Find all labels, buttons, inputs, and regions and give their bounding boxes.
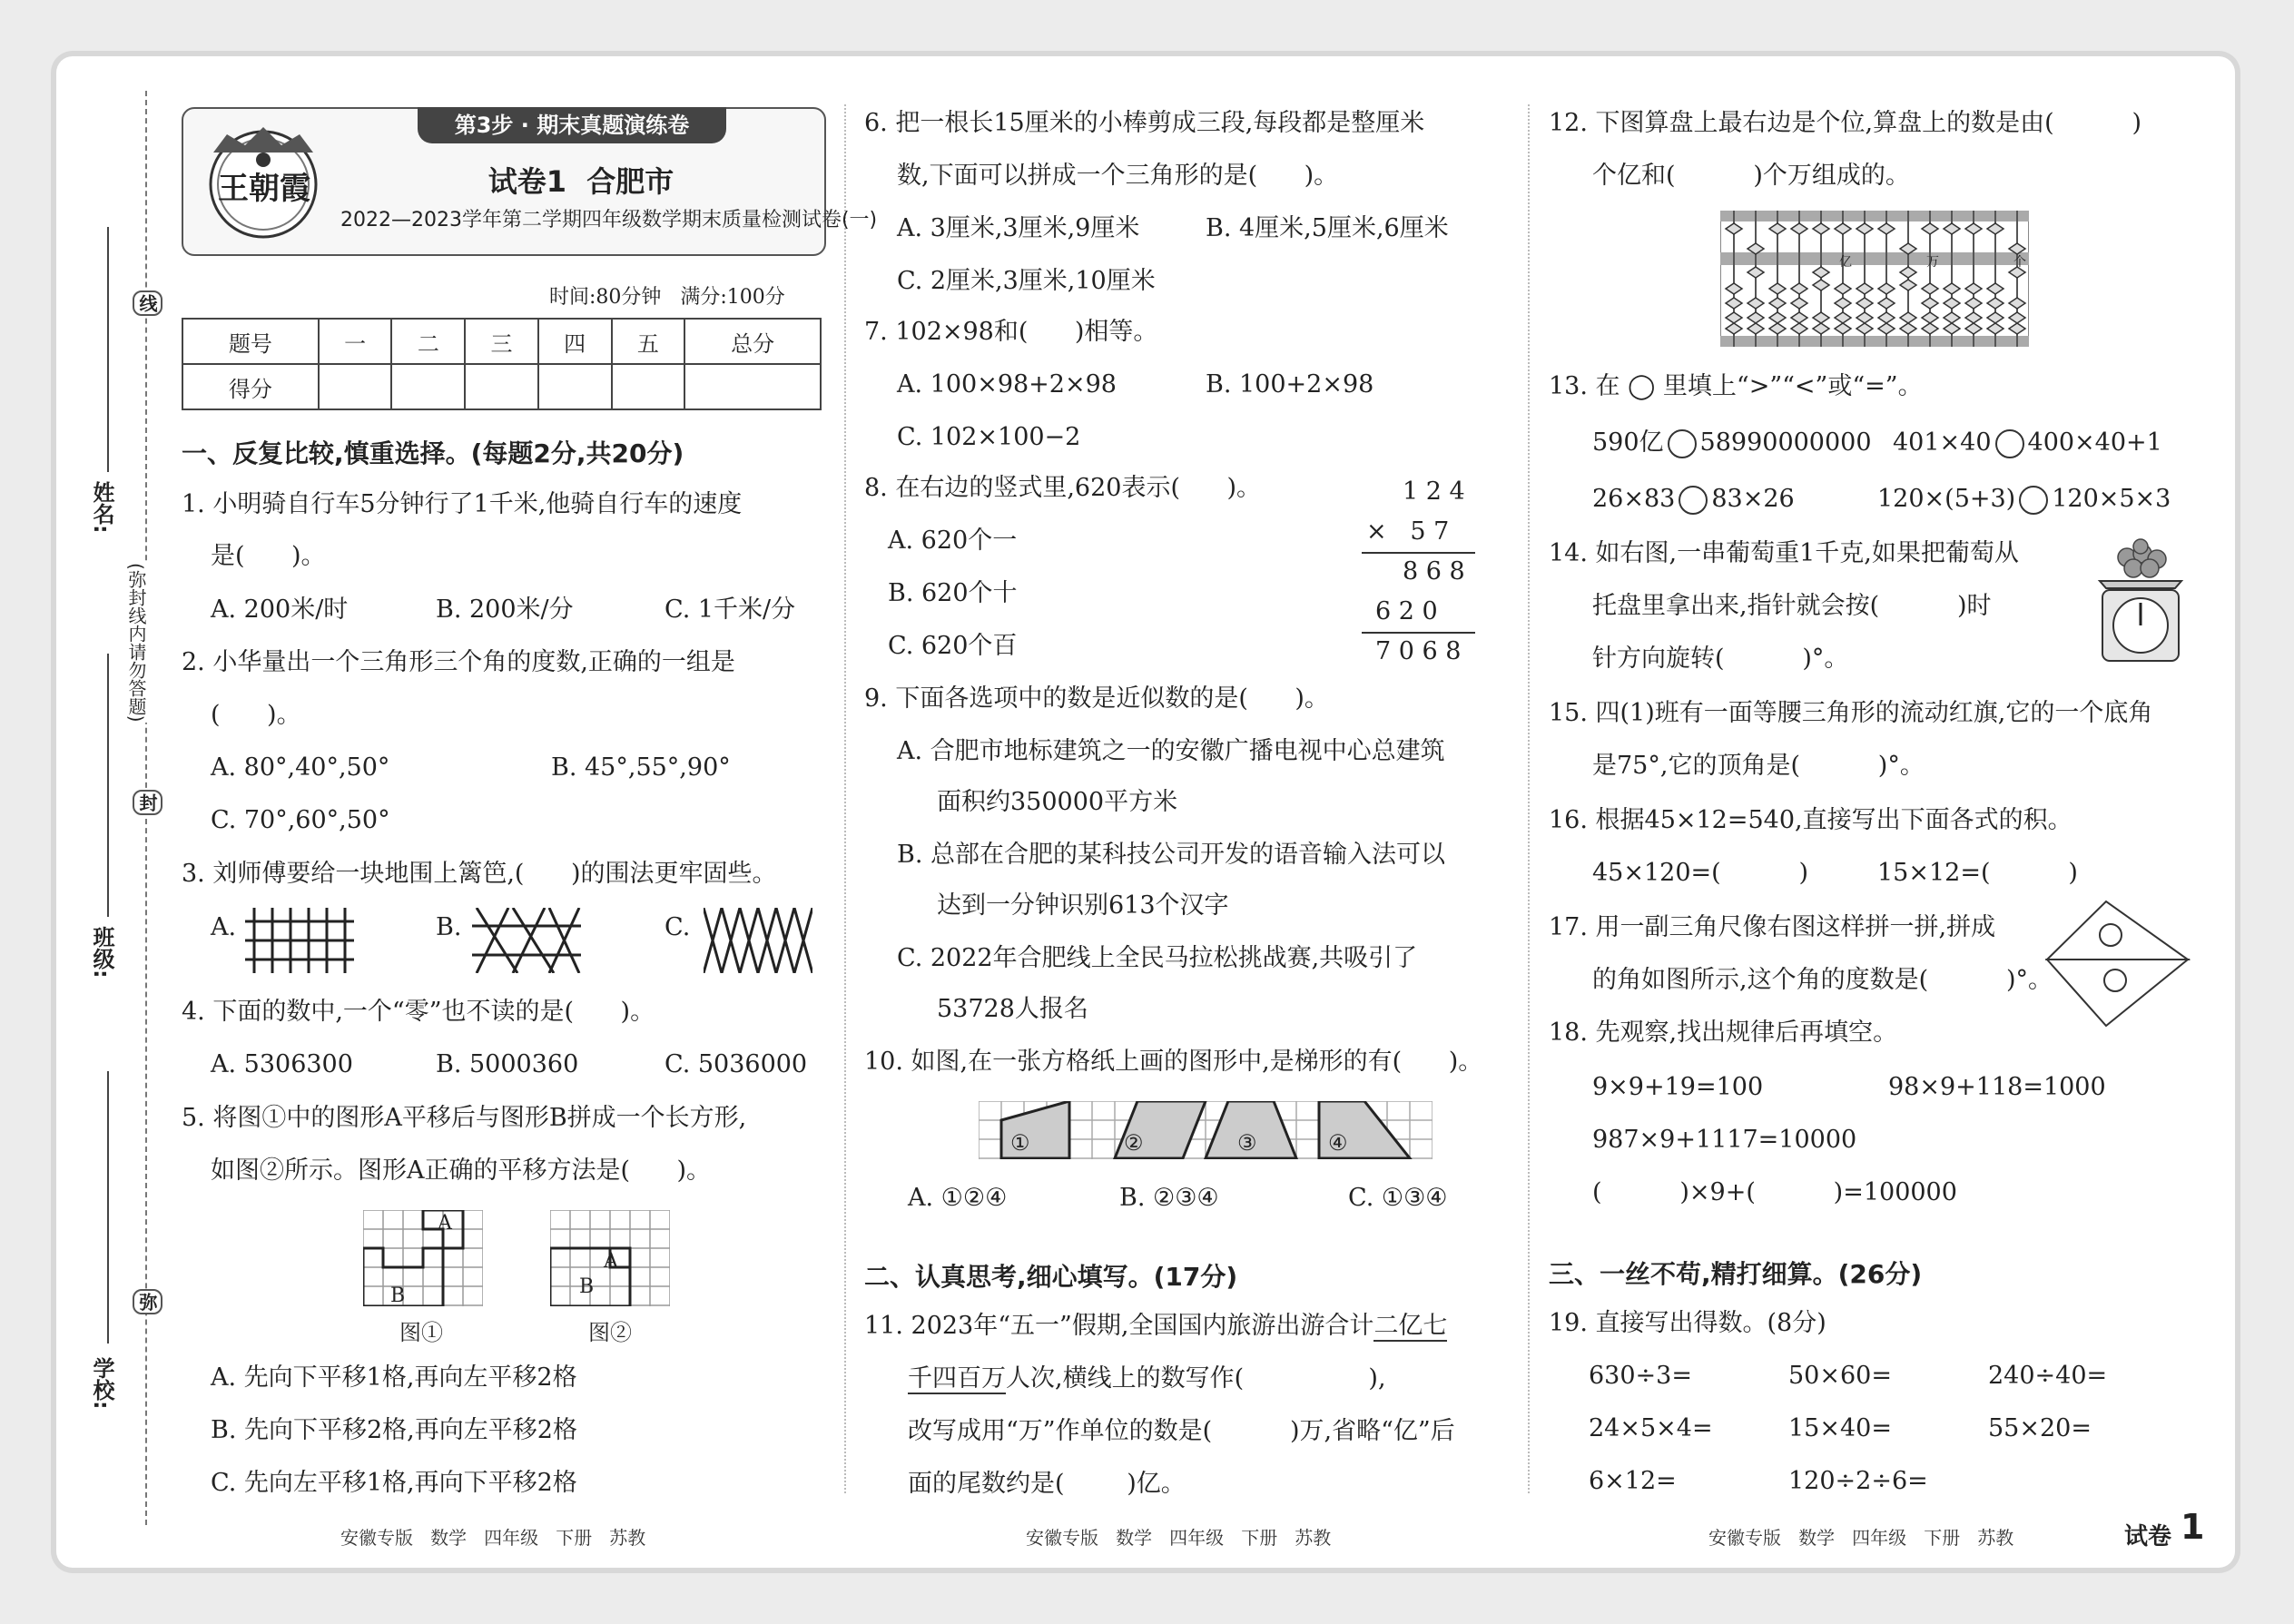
abacus-label-yi: 亿 <box>1839 255 1852 270</box>
q15-line1: 15. 四(1)班有一面等腰三角形的流动红旗,它的一个底角 <box>1549 699 2153 727</box>
shape-label-3: ③ <box>1237 1130 1257 1156</box>
q15-line2: 是75°,它的顶角是( )°。 <box>1592 752 1925 780</box>
abacus-label-wan: 万 <box>1926 255 1939 270</box>
side-mark-xian: 线 <box>133 290 162 316</box>
footer-right: 安徽专版 数学 四年级 下册 苏教 <box>1708 1527 2014 1549</box>
q13-item: 400×40+1 <box>2027 428 2162 457</box>
q16-item-1[interactable]: 45×120=( ) <box>1592 859 1809 887</box>
section-2-heading: 二、认真思考,细心填写。(17分) <box>864 1262 1238 1292</box>
score-input-cell[interactable] <box>465 364 538 409</box>
figure-1-caption: 图① <box>399 1320 443 1345</box>
q3-line: 3. 刘师傅要给一块地围上篱笆,( )的围法更牢固些。 <box>182 860 777 888</box>
score-cell: 得分 <box>182 364 319 409</box>
q5-option-a[interactable]: A. 先向下平移1格,再向左平移2格 <box>211 1363 577 1392</box>
q5-option-c[interactable]: C. 先向左平移1格,再向下平移2格 <box>211 1469 577 1497</box>
time-info: 时间:80分钟 满分:100分 <box>549 286 785 309</box>
q17-line2: 的角如图所示,这个角的度数是( )°。 <box>1592 966 2053 994</box>
compare-circle[interactable] <box>2019 486 2048 515</box>
q1-option-a[interactable]: A. 200米/时 <box>211 595 349 624</box>
figure-1-letter-a: A <box>438 1212 452 1235</box>
q9-option-a-line2: 面积约350000平方米 <box>937 788 1178 816</box>
figure-2-caption: 图② <box>588 1320 632 1345</box>
q6-line2: 数,下面可以拼成一个三角形的是( )。 <box>897 162 1339 190</box>
q18-item-2: 98×9+118=1000 <box>1888 1073 2106 1101</box>
score-cell: 三 <box>465 319 538 364</box>
q13-row1b <box>1893 427 2162 459</box>
side-mark-feng: 封 <box>133 790 162 815</box>
exam-title: 试卷1 合肥市 <box>487 164 674 199</box>
q19-item[interactable]: 6×12= <box>1589 1467 1677 1495</box>
q10-option-a[interactable]: A. ①②④ <box>908 1184 1008 1212</box>
compare-circle[interactable] <box>1995 429 2024 458</box>
q9-option-c-line1[interactable]: C. 2022年合肥线上全民马拉松挑战赛,共吸引了 <box>897 944 1418 972</box>
q8-option-c[interactable]: C. 620个百 <box>888 632 1018 660</box>
compare-circle[interactable] <box>1679 486 1708 515</box>
page-number: 1 <box>2181 1507 2205 1547</box>
q9-option-a-line1[interactable]: A. 合肥市地标建筑之一的安徽广播电视中心总建筑 <box>897 737 1445 765</box>
q6-line1: 6. 把一根长15厘米的小棒剪成三段,每段都是整厘米 <box>864 109 1425 137</box>
vertical-mult-row2: × 5 7 <box>1366 517 1450 546</box>
q18-line: 18. 先观察,找出规律后再填空。 <box>1549 1019 1898 1047</box>
q12-line2: 个亿和( )个万组成的。 <box>1592 162 1910 190</box>
footer-middle: 安徽专版 数学 四年级 下册 苏教 <box>1026 1527 1332 1549</box>
q19-item[interactable]: 55×20= <box>1988 1414 2092 1442</box>
q13-item: 120×(5+3) <box>1877 485 2016 513</box>
vertical-mult-rule-1 <box>1362 552 1475 554</box>
logo-text: 王朝霞 <box>218 171 310 207</box>
q14-line3: 针方向旋转( )°。 <box>1592 645 1849 673</box>
q2-line1: 2. 小华量出一个三角形三个角的度数,正确的一组是 <box>182 648 735 676</box>
scale-with-grapes-image <box>2086 537 2195 668</box>
q8-option-b[interactable]: B. 620个十 <box>888 579 1018 607</box>
q3-option-c[interactable]: C. <box>665 913 691 941</box>
q9-option-c-line2: 53728人报名 <box>937 995 1088 1023</box>
side-note: (弥封线内请勿答题) <box>123 563 150 723</box>
q7-option-c[interactable]: C. 102×100−2 <box>897 423 1081 451</box>
side-label-school: 学校: <box>89 1357 114 1410</box>
vertical-mult-row3: 8 6 8 <box>1403 557 1465 586</box>
q10-option-c[interactable]: C. ①③④ <box>1348 1184 1448 1212</box>
q9-line: 9. 下面各选项中的数是近似数的是( )。 <box>864 684 1329 713</box>
q13-item: 120×5×3 <box>2052 485 2171 513</box>
q19-line: 19. 直接写出得数。(8分) <box>1549 1309 1826 1337</box>
vertical-mult-row1: 1 2 4 <box>1403 477 1465 506</box>
side-mark-mi: 弥 <box>133 1289 162 1314</box>
q5-line1: 5. 将图①中的图形A平移后与图形B拼成一个长方形, <box>182 1104 747 1132</box>
shape-label-4: ④ <box>1328 1130 1348 1156</box>
q10-line: 10. 如图,在一张方格纸上画的图形中,是梯形的有( )。 <box>864 1048 1483 1076</box>
vertical-mult-rule-2 <box>1362 632 1475 634</box>
fence-cross-c <box>704 908 812 977</box>
q17-line1: 17. 用一副三角尺像右图这样拼一拼,拼成 <box>1549 913 1996 941</box>
q4-line: 4. 下面的数中,一个“零”也不读的是( )。 <box>182 998 655 1026</box>
q19-item[interactable]: 15×40= <box>1788 1414 1892 1442</box>
fence-diagonal-b <box>472 908 581 977</box>
q19-item[interactable]: 24×5×4= <box>1589 1414 1713 1442</box>
score-input-cell[interactable] <box>612 364 685 409</box>
q4-option-b[interactable]: B. 5000360 <box>436 1050 579 1078</box>
q2-option-b[interactable]: B. 45°,55°,90° <box>551 753 731 782</box>
q13-item: 26×83 <box>1592 485 1676 513</box>
q13-line: 13. 在 ◯ 里填上“>”“<”或“=”。 <box>1549 372 1923 400</box>
abacus <box>1720 211 2029 350</box>
q1-line1: 1. 小明骑自行车5分钟行了1千米,他骑自行车的速度 <box>182 490 743 518</box>
side-line-school <box>107 1071 109 1343</box>
score-cell: 题号 <box>182 319 319 364</box>
side-label-name: 姓名: <box>89 481 114 534</box>
q6-option-c[interactable]: C. 2厘米,3厘米,10厘米 <box>897 267 1156 295</box>
q18-item-3: 987×9+1117=10000 <box>1592 1126 1857 1154</box>
q9-option-b-line2: 达到一分钟识别613个汉字 <box>937 891 1229 920</box>
footer-left: 安徽专版 数学 四年级 下册 苏教 <box>340 1527 646 1549</box>
figure-2-letter-b: B <box>579 1275 595 1298</box>
triangle-rulers-image <box>2043 894 2192 1034</box>
q13-item: 590亿 <box>1592 428 1664 457</box>
figure-1-letter-b: B <box>390 1284 406 1307</box>
q5-line2: 如图②所示。图形A正确的平移方法是( )。 <box>211 1156 712 1185</box>
section-3-heading: 三、一丝不苟,精打细算。(26分) <box>1549 1259 1923 1289</box>
score-cell: 五 <box>612 319 685 364</box>
q1-option-c[interactable]: C. 1千米/分 <box>665 595 796 624</box>
section-1-heading: 一、反复比较,慎重选择。(每题2分,共20分) <box>182 438 684 468</box>
q11-line1 <box>864 1310 1447 1343</box>
q4-option-a[interactable]: A. 5306300 <box>211 1050 353 1078</box>
q18-item-4[interactable]: ( )×9+( )=100000 <box>1592 1178 1957 1206</box>
vertical-mult-row4: 6 2 0 <box>1375 597 1438 625</box>
q7-line: 7. 102×98和( )相等。 <box>864 318 1158 346</box>
score-input-cell[interactable] <box>538 364 612 409</box>
score-table-score-row <box>182 364 821 409</box>
score-cell: 二 <box>391 319 465 364</box>
q13-item: 58990000000 <box>1699 428 1872 457</box>
fence-grid-a <box>245 908 354 977</box>
q9-option-b-line1[interactable]: B. 总部在合肥的某科技公司开发的语音输入法可以 <box>897 841 1446 869</box>
compare-circle[interactable] <box>1668 429 1697 458</box>
q14-line2: 托盘里拿出来,指针就会按( )时 <box>1592 592 1992 620</box>
side-label-class: 班级: <box>89 926 114 979</box>
q1-option-b[interactable]: B. 200米/分 <box>436 595 574 624</box>
score-cell: 一 <box>319 319 392 364</box>
q18-item-1: 9×9+19=100 <box>1592 1073 1764 1101</box>
side-line-class <box>107 654 109 917</box>
q7-option-b[interactable]: B. 100+2×98 <box>1206 370 1374 399</box>
q1-line2: 是( )。 <box>211 542 326 570</box>
q13-item: 83×26 <box>1711 485 1795 513</box>
shape-label-1: ① <box>1010 1130 1030 1156</box>
figure-2-letter-a: A <box>604 1250 618 1273</box>
column-separator-2 <box>1528 104 1530 1493</box>
q6-option-a[interactable]: A. 3厘米,3厘米,9厘米 <box>897 214 1140 242</box>
score-cell: 四 <box>538 319 612 364</box>
q11-underlined-1: 二亿七 <box>1373 1312 1448 1340</box>
vertical-mult-row5: 7 0 6 8 <box>1375 637 1462 665</box>
q13-row2 <box>1592 483 1795 516</box>
side-line-name <box>107 227 109 472</box>
column-separator-1 <box>844 104 846 1493</box>
q8-line: 8. 在右边的竖式里,620表示( )。 <box>864 474 1262 502</box>
score-input-cell[interactable] <box>319 364 392 409</box>
q6-option-b[interactable]: B. 4厘米,5厘米,6厘米 <box>1206 214 1449 242</box>
abacus-label-ge: 个 <box>2013 255 2026 270</box>
q19-item[interactable]: 50×60= <box>1788 1362 1892 1390</box>
q2-option-a[interactable]: A. 80°,40°,50° <box>211 753 390 782</box>
q5-option-b[interactable]: B. 先向下平移2格,再向左平移2格 <box>211 1416 577 1444</box>
q11-text-1: 11. 2023年“五一”假期,全国国内旅游出游合计 <box>864 1312 1374 1340</box>
q2-option-c[interactable]: C. 70°,60°,50° <box>211 806 390 834</box>
q11-line3: 改写成用“万”作单位的数是( )万,省略“亿”后 <box>908 1417 1455 1445</box>
page-label: 试卷 <box>2124 1523 2172 1550</box>
score-input-cell[interactable] <box>391 364 465 409</box>
q19-item[interactable]: 630÷3= <box>1589 1362 1692 1390</box>
score-input-cell[interactable] <box>684 364 821 409</box>
q11-text-2: 人次,横线上的数写作( ), <box>1006 1364 1386 1393</box>
q14-line1: 14. 如右图,一串葡萄重1千克,如果把葡萄从 <box>1549 539 2019 567</box>
trapezoid-grid <box>979 1101 1433 1163</box>
q19-item[interactable]: 240÷40= <box>1988 1362 2108 1390</box>
score-table-header-row <box>182 319 821 364</box>
q11-line2 <box>908 1363 1386 1395</box>
score-cell: 总分 <box>684 319 821 364</box>
q13-row1 <box>1592 427 1872 459</box>
q3-option-b[interactable]: B. <box>436 913 462 941</box>
q13-row2b <box>1877 483 2171 516</box>
q16-line: 16. 根据45×12=540,直接写出下面各式的积。 <box>1549 806 2072 834</box>
q12-line1: 12. 下图算盘上最右边是个位,算盘上的数是由( ) <box>1549 109 2141 137</box>
q13-item: 401×40 <box>1893 428 1992 457</box>
figure-1-grid <box>363 1210 483 1310</box>
q2-line2: ( )。 <box>211 701 301 729</box>
q19-item[interactable]: 120÷2÷6= <box>1788 1467 1928 1495</box>
q16-item-2[interactable]: 15×12=( ) <box>1877 859 2078 887</box>
q11-underlined-2: 千四百万 <box>908 1364 1006 1393</box>
q4-option-c[interactable]: C. 5036000 <box>665 1050 808 1078</box>
shape-label-2: ② <box>1124 1130 1144 1156</box>
q7-option-a[interactable]: A. 100×98+2×98 <box>897 370 1117 399</box>
exam-subtitle: 2022—2023学年第二学期四年级数学期末质量检测试卷(一) <box>340 209 878 231</box>
score-table <box>182 318 822 410</box>
q8-option-a[interactable]: A. 620个一 <box>888 527 1018 555</box>
q10-option-b[interactable]: B. ②③④ <box>1119 1184 1219 1212</box>
q3-option-a[interactable]: A. <box>211 913 237 941</box>
q11-line4: 面的尾数约是( )亿。 <box>908 1470 1186 1498</box>
step-banner: 第3步 · 期末真题演练卷 <box>418 107 726 143</box>
